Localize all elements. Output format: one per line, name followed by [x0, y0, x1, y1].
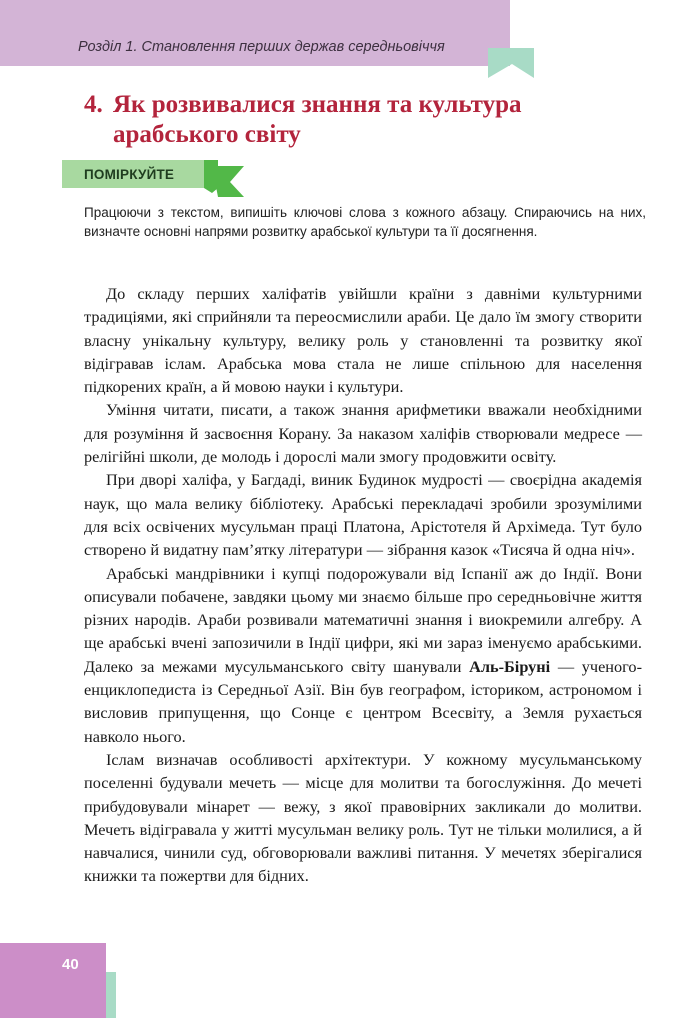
- footer-band: [0, 943, 106, 1018]
- term-al-biruni: Аль-Біруні: [469, 656, 551, 676]
- main-text: [84, 282, 642, 888]
- paragraph-5: Іслам визначав особливості архітектури. У кожному мусульманському поселенні будували мечеть — місце для молитви та богослужіння. До мечеті прибудовували мінарет — вежу, з якої правовірних закликали до молитви. Мечеть відігравала у житті мусульман велику роль. Тут не тільки молилися, а й навчалися, чинили суд, обговорювали важливі питання. У мечетях зберігалися книжки та пожертви для бідних.: [84, 749, 642, 886]
- paragraph-4-part-2: — ученого-енциклопедиста із Середньої Азії. Він був географом, істориком, астрономом і висловив припущення, що Сонце є центром Всесвіту, а Земля рухається навколо нього.: [84, 656, 642, 746]
- paragraph-2: Уміння читати, писати, а також знання арифметики вважали необхідними для розуміння й засвоєння Корану. За наказом халіфів створювали медресе — релігійні школи, де молодь і дорослі мали змогу продовжити освіту.: [84, 400, 642, 467]
- chapter-title: Розділ 1. Становлення перших держав середньовіччя: [78, 39, 445, 55]
- chapter-header-band: [0, 0, 510, 66]
- lesson-title-line-2: арабського світу: [113, 121, 301, 148]
- think-label: ПОМІРКУЙТЕ: [84, 167, 175, 182]
- paragraph-4: [84, 562, 642, 748]
- paragraph-1: До складу перших халіфатів увійшли країни з давніми культурними традиціями, які сприйняли та переосмислили араби. Це дало їм змогу створити власну унікальну культуру, велику роль у становленні та розвитку якої відігравав іслам. Арабська мова стала не лише спільною для населення підкорених країн, а й мовою науки і культури.: [84, 284, 642, 397]
- header-corner-tab: [488, 48, 534, 78]
- paragraph-3: При дворі халіфа, у Багдаді, виник Будинок мудрості — своєрідна академія наук, що мала велику бібліотеку. Арабські перекладачі зробили зрозумілими для всіх освічених мусульман праці Платона, Арістотеля й Архімеда. Тут було створено й видатну пам’ятку літератури — зібрання казок «Тисяча й одна ніч».: [84, 470, 642, 560]
- lesson-number: 4.: [84, 91, 103, 118]
- lesson-title-line-1: Як розвивалися знання та культура: [113, 91, 522, 118]
- task-instruction: Працюючи з текстом, випишіть ключові слова з кожного абзацу. Спираючись на них, визначте основні напрями розвитку арабської культури та її досягнення.: [84, 205, 646, 239]
- footer-tab: [106, 972, 116, 1018]
- page-number: 40: [62, 956, 79, 973]
- lesson-title: [84, 90, 522, 150]
- paragraph-4-part-1: Арабські мандрівники і купці подорожували від Іспанії аж до Індії. Вони описували побачене, завдяки цьому ми знаємо більше про середньовічне життя різних народів. Араби розвивали математичні знання і виокремили алгебру. А ще арабські вчені запозичили в Індії цифри, які ми зараз іменуємо арабськими. Далеко за межами мусульманського світу шанували: [84, 563, 642, 676]
